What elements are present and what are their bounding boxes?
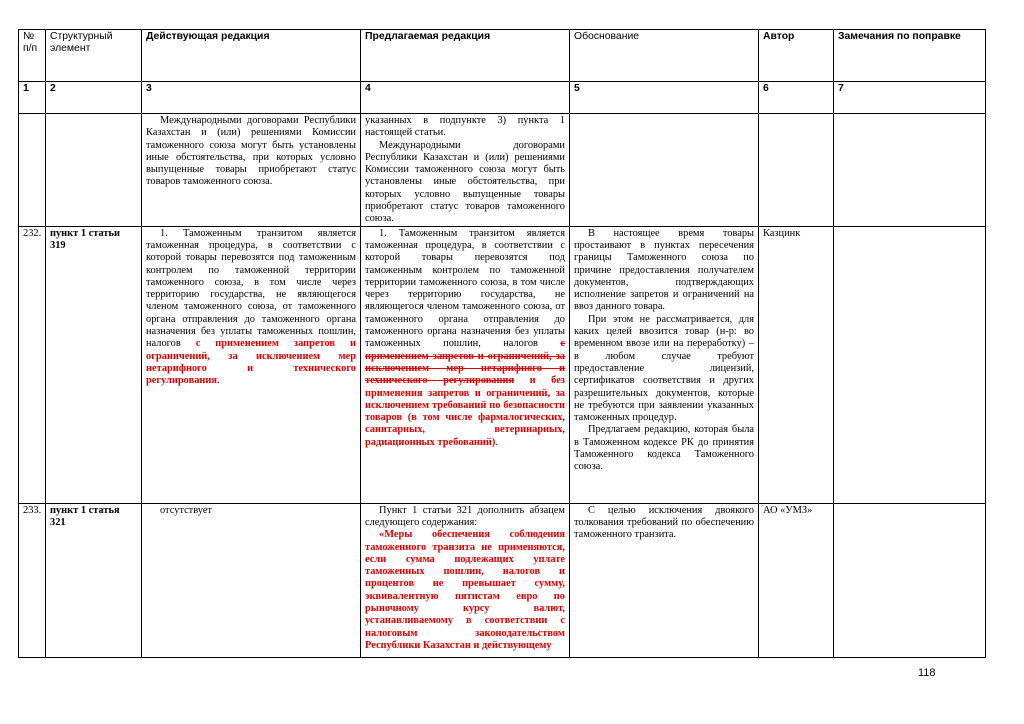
proposed-end: . <box>495 436 498 448</box>
proposed-added: и без применения запретов и ограничений, за исключением требований по безопасности товаров (в том числе фармалогических, санитарных, ветеринарных, радиационных требований) <box>365 375 565 448</box>
proposed-added: «Меры обеспечения соблюдения таможенного транзита не применяются, если сумма подлежащих уплате таможенных пошлин, налогов и процентов не превышает сумму, эквивалентную пятистам евро по рыночному курсу валют, устанавливаемому в соответствии с налоговым законодательством Республики Казахстан и действующему <box>365 529 565 651</box>
row-num: 232. <box>19 226 46 503</box>
column-number: 1 <box>19 82 46 114</box>
author: АО «УМЗ» <box>759 503 834 657</box>
current-text-cell <box>142 114 361 227</box>
proposed-deleted: с применением запретов и ограничений, за исключением мер нетарифного и технического регулирования <box>365 338 565 387</box>
amendments-table <box>18 29 986 658</box>
current-text-cell <box>142 226 361 503</box>
current-end: . <box>216 375 220 387</box>
reason-cell <box>570 114 759 227</box>
header-current: Действующая редакция <box>142 30 361 82</box>
proposed-paragraph: Международными договорами Республики Казахстан и (или) решениями Комиссии таможенного союза могут быть установлены иные обстоятельства, при которых условно выпущенные товары приобретают статус товаров таможенного союза. <box>365 139 565 225</box>
author: Казцинк <box>759 226 834 503</box>
reason-paragraph: В настоящее время товары простаивают в пунктах пересечения границы Таможенного союза по причине предоставления получателем документов, подтверждающих исполнение запретов и ограничений на ввоз данного товара. <box>574 227 754 313</box>
header-element: Структурный элемент <box>46 30 142 82</box>
reason-paragraph: С целью исключения двоякого толкования требований по обеспечению таможенного транзита. <box>574 504 754 541</box>
proposed-intro: Пункт 1 статьи 321 дополнить абзацем следующего содержания: <box>365 504 565 528</box>
page-number: 118 <box>918 667 936 679</box>
notes <box>834 226 986 503</box>
proposed-text-cell <box>361 114 570 227</box>
proposed-text-cell <box>361 226 570 503</box>
notes-cell <box>834 114 986 227</box>
table-row-continuation <box>19 114 986 227</box>
current-text: отсутствует <box>160 504 212 516</box>
column-number-row <box>19 82 986 114</box>
header-notes: Замечания по поправке <box>834 30 986 82</box>
current-text: 1. Таможенным транзитом является таможенная процедура, в соответствии с которой товары перевозятся под таможенным контролем по таможенной территории таможенного союза, в том числе через территорию государства, не являющегося членом таможенного союза, от таможенного органа отправления до таможенного органа назначения без уплаты таможенных пошлин, налогов <box>146 227 356 350</box>
current-highlight: с применением запретов и ограничений, за исключением мер нетарифного и технического регулирования <box>146 338 356 387</box>
proposed-text-cell <box>361 503 570 657</box>
reason-cell <box>570 503 759 657</box>
proposed-paragraph: указанных в подпункте 3) пункта 1 настоящей статьи. <box>365 115 565 139</box>
header-num: № п/п <box>19 30 46 82</box>
header-reason: Обоснование <box>570 30 759 82</box>
current-paragraph: Международными договорами Республики Казахстан и (или) решениями Комиссии таможенного союза могут быть установлены иные обстоятельства, при которых условно выпущенные товары приобретают статус товаров таможенного союза. <box>146 115 356 188</box>
author-cell <box>759 114 834 227</box>
proposed-text: 1. Таможенным транзитом является таможенная процедура, в соответствии с которой товары перевозятся под таможенным контролем по таможенной территории таможенного союза, в том числе через территорию государства, не являющегося членом таможенного союза, от таможенного органа отправления до таможенного органа назначения без уплаты таможенных пошлин, налогов <box>365 227 565 350</box>
header-proposed: Предлагаемая редакция <box>361 30 570 82</box>
reason-paragraph: Предлагаем редакцию, которая была в Таможенном кодексе РК до принятия Таможенного кодекса Таможенного союза. <box>574 424 754 473</box>
row-element: пункт 1 статьи 319 <box>46 226 142 503</box>
column-number: 5 <box>570 82 759 114</box>
row-element: пункт 1 статья 321 <box>46 503 142 657</box>
column-number: 7 <box>834 82 986 114</box>
column-number: 4 <box>361 82 570 114</box>
table-row-233 <box>19 503 986 657</box>
notes <box>834 503 986 657</box>
column-number: 6 <box>759 82 834 114</box>
column-number: 2 <box>46 82 142 114</box>
reason-paragraph: При этом не рассматривается, для каких целей ввозится товар (н-р: во временном ввозе или на переработку) – в любом случае требуют предоставление лицензий, сертификатов соответствия и других разрешительных документов, которые не требуются при заявлении указанных таможенных процедур. <box>574 313 754 424</box>
table-row-232 <box>19 226 986 503</box>
header-row <box>19 30 986 82</box>
header-author: Автор <box>759 30 834 82</box>
row-num: 233. <box>19 503 46 657</box>
reason-cell <box>570 226 759 503</box>
column-number: 3 <box>142 82 361 114</box>
row-num-cell <box>19 114 46 227</box>
current-text-cell <box>142 503 361 657</box>
row-element-cell <box>46 114 142 227</box>
